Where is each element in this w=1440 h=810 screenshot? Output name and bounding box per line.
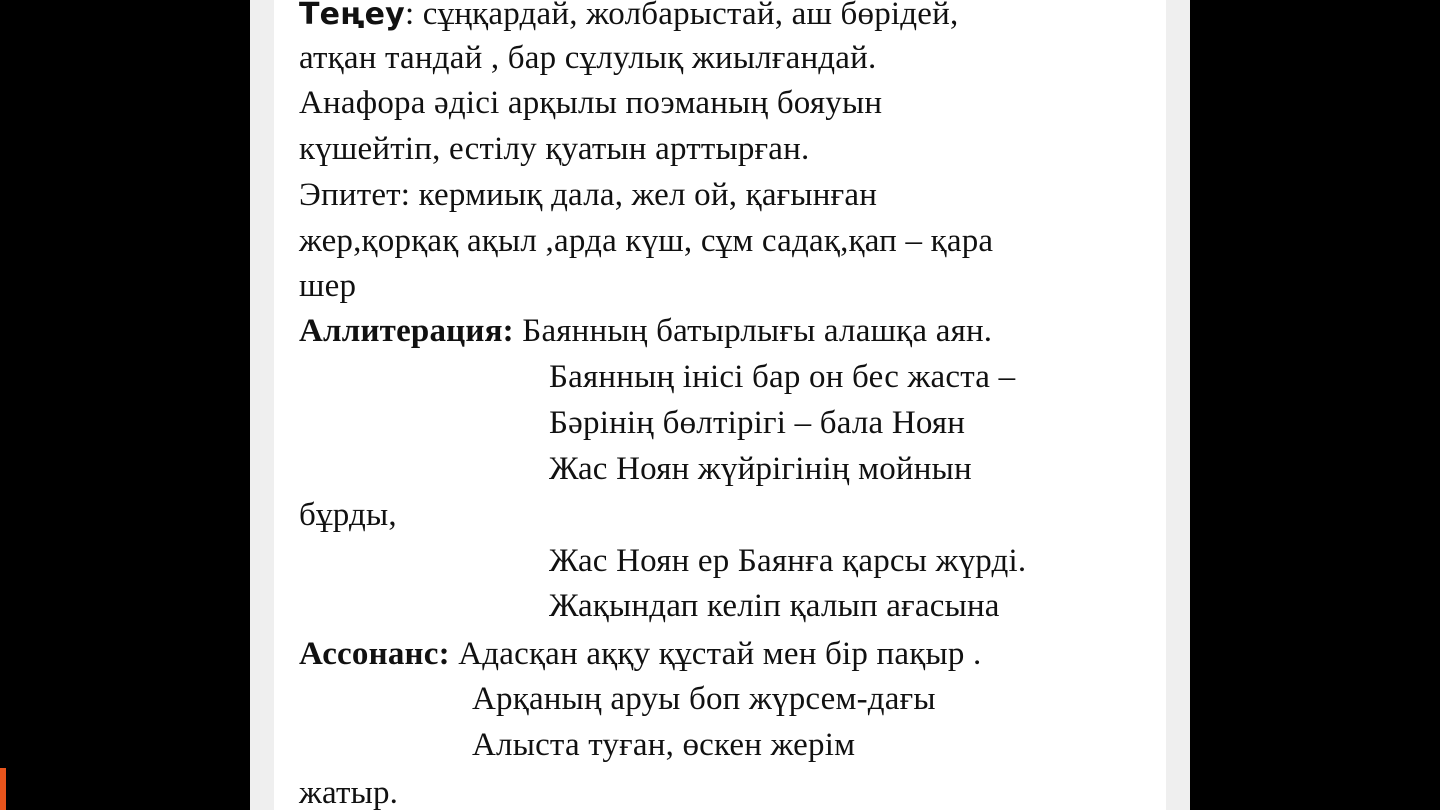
anaphora-line-1: Анафора әдісі арқылы поэманың бояуын [299, 85, 883, 121]
epithet-line-3: шер [299, 268, 357, 304]
page-frame-right [1166, 0, 1190, 810]
assonance-text-1: Адасқан аққу құстай мен бір пақыр . [449, 636, 982, 672]
simile-line-2: атқан тандай , бар сұлулық жиылғандай. [299, 40, 877, 76]
slide-accent-marker [0, 768, 6, 810]
alliteration-line-7: Жақындап келіп қалып ағасына [549, 588, 1000, 624]
alliteration-line-3: Бәрінің бөлтірігі – бала Ноян [549, 405, 966, 441]
alliteration-line-4: Жас Ноян жүйрігінің мойнын [549, 451, 972, 487]
simile-text-1: : сұңқардай, жолбарыстай, аш бөрідей, [404, 0, 959, 32]
anaphora-line-2: күшейтіп, естілу қуатын арттырған. [299, 131, 810, 167]
simile-term: Теңеу [299, 0, 405, 32]
alliteration-line-6: Жас Ноян ер Баянға қарсы жүрді. [549, 543, 1027, 579]
assonance-line-4: жатыр. [299, 775, 399, 810]
assonance-line-2: Арқаның аруы боп жүрсем-дағы [472, 681, 936, 717]
alliteration-term: Аллитерация: [299, 313, 514, 349]
alliteration-line-2: Баянның інісі бар он бес жаста – [549, 359, 1016, 395]
assonance-line-1 [299, 634, 981, 674]
alliteration-line-1 [299, 311, 992, 351]
simile-line-1 [299, 0, 958, 35]
page-frame-left [250, 0, 274, 810]
assonance-line-3: Алыста туған, өскен жерім [472, 727, 856, 763]
document-page [274, 0, 1166, 810]
epithet-line-1: Эпитет: кермиық дала, жел ой, қағынған [299, 177, 878, 213]
alliteration-line-5: бұрды, [299, 497, 397, 533]
alliteration-text-1: Баянның батырлығы алашқа аян. [513, 313, 993, 349]
epithet-line-2: жер,қорқақ ақыл ,арда күш, сұм садақ,қап – қара [299, 223, 994, 259]
assonance-term: Ассонанс: [299, 636, 450, 672]
